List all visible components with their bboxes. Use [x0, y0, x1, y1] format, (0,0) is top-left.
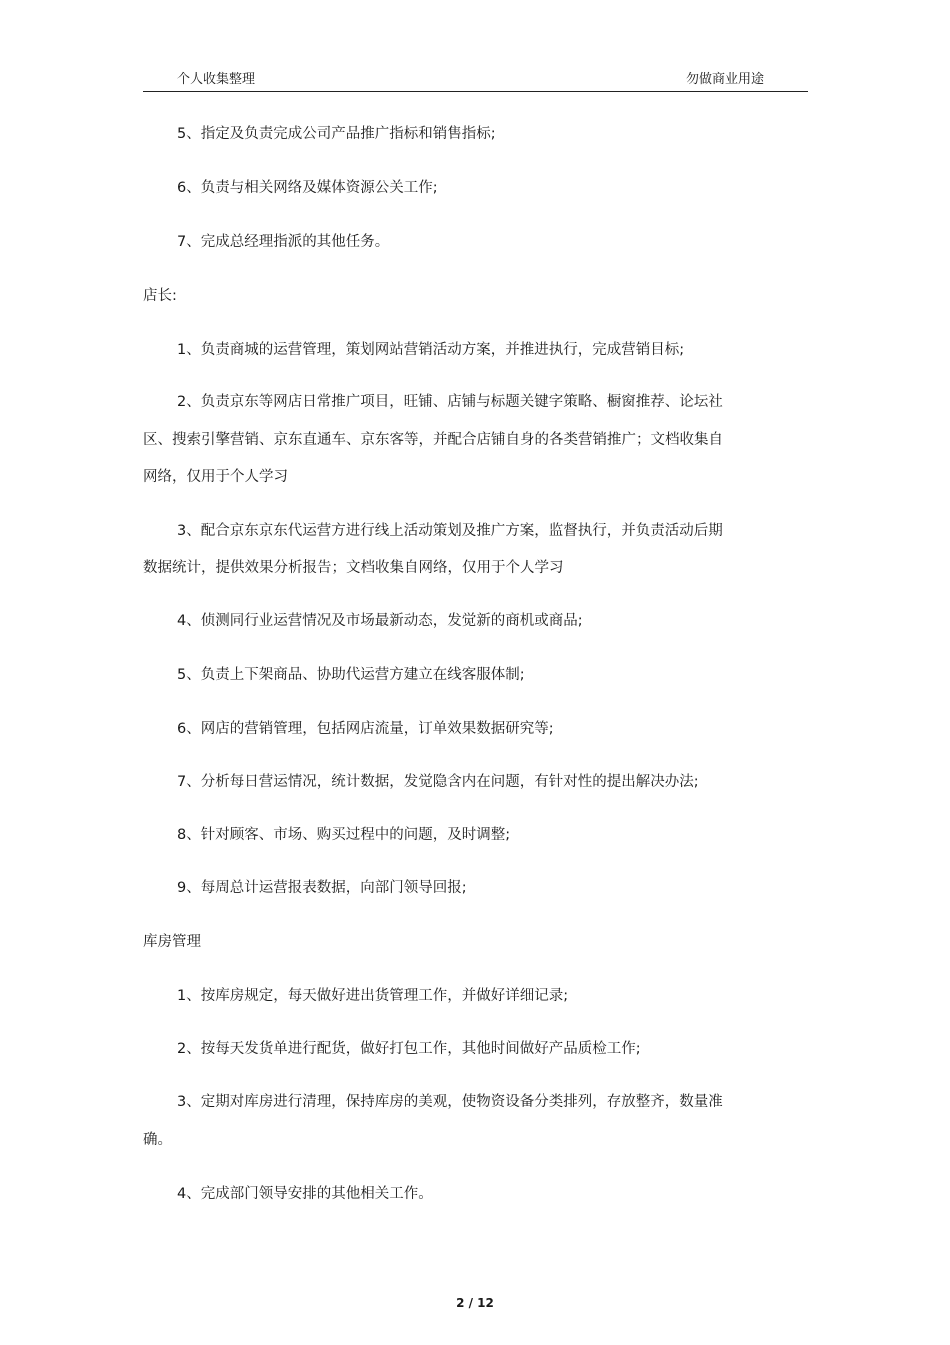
- body-line: 网络，仅用于个人学习: [143, 469, 288, 485]
- body-line: 1、按库房规定，每天做好进出货管理工作，并做好详细记录;: [177, 988, 569, 1004]
- body-line: 区、搜索引擎营销、京东直通车、京东客等，并配合店铺自身的各类营销推广；文档收集自: [143, 432, 723, 448]
- body-line: 7、完成总经理指派的其他任务。: [177, 234, 390, 250]
- header-left-text: 个人收集整理: [177, 72, 256, 87]
- body-line: 5、指定及负责完成公司产品推广指标和销售指标;: [177, 126, 496, 142]
- body-line: 1、负责商城的运营管理，策划网站营销活动方案，并推进执行，完成营销目标;: [177, 342, 685, 358]
- body-line: 4、侦测同行业运营情况及市场最新动态，发觉新的商机或商品;: [177, 613, 583, 629]
- section-heading: 店长:: [143, 288, 177, 304]
- body-line: 9、每周总计运营报表数据，向部门领导回报;: [177, 880, 467, 896]
- page-number: 2 / 12: [456, 1296, 494, 1310]
- body-line: 确。: [143, 1132, 172, 1148]
- section-heading: 库房管理: [143, 934, 201, 950]
- body-line: 数据统计，提供效果分析报告；文档收集自网络，仅用于个人学习: [143, 560, 564, 576]
- body-line: 6、负责与相关网络及媒体资源公关工作;: [177, 180, 438, 196]
- body-line: 5、负责上下架商品、协助代运营方建立在线客服体制;: [177, 667, 525, 683]
- body-line: 2、负责京东等网店日常推广项目，旺铺、店铺与标题关键字策略、橱窗推荐、论坛社: [177, 394, 723, 410]
- body-line: 4、完成部门领导安排的其他相关工作。: [177, 1186, 433, 1202]
- body-line: 6、网店的营销管理，包括网店流量，订单效果数据研究等;: [177, 721, 554, 737]
- page-header: [143, 66, 808, 92]
- body-line: 3、配合京东京东代运营方进行线上活动策划及推广方案，监督执行，并负责活动后期: [177, 523, 723, 539]
- body-line: 2、按每天发货单进行配货，做好打包工作，其他时间做好产品质检工作;: [177, 1041, 641, 1057]
- body-line: 3、定期对库房进行清理，保持库房的美观，使物资设备分类排列，存放整齐，数量准: [177, 1094, 723, 1110]
- header-right-text: 勿做商业用途: [685, 72, 764, 87]
- body-line: 8、针对顾客、市场、购买过程中的问题，及时调整;: [177, 827, 511, 843]
- body-line: 7、分析每日营运情况，统计数据，发觉隐含内在问题，有针对性的提出解决办法;: [177, 774, 699, 790]
